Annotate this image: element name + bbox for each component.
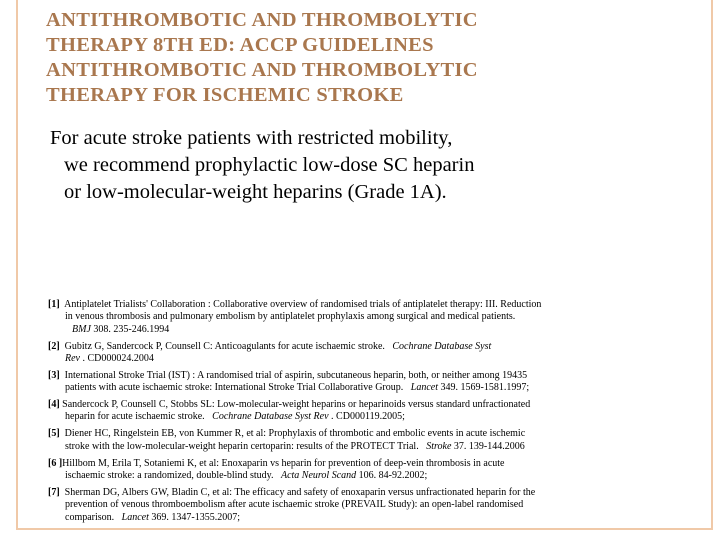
reference-text: ischaemic stroke: a randomized, double-blind study. — [65, 470, 274, 481]
reference-text: stroke with the low-molecular-weight heparin certoparin: results of the PROTECT Trial. — [65, 440, 419, 452]
reference-text: 106. 84-92.2002; — [356, 470, 428, 481]
title-line: ANTITHROMBOTIC AND THROMBOLYTIC — [46, 59, 478, 81]
reference-number: [6 ] — [48, 457, 63, 469]
reference-number: [2] — [48, 340, 60, 352]
reference-text: 349. 1569-1581.1997; — [437, 382, 530, 394]
reference-text: 37. 139-144.2006 — [451, 440, 525, 452]
reference-number: [1] — [48, 299, 60, 310]
reference-journal: Acta Neurol Scand — [280, 470, 357, 481]
reference-journal: Lancet — [121, 511, 149, 523]
reference-text: prevention of venous thromboembolism after acute ischaemic stroke (PREVAIL Study): an open-label randomised — [65, 499, 524, 511]
reference-item — [48, 458, 688, 483]
body-line: we recommend prophylactic low-dose SC heparin — [64, 154, 475, 176]
reference-text: 369. 1347-1355.2007; — [148, 511, 240, 523]
reference-text: patients with acute ischaemic stroke: International Stroke Trial Collaborative Group. — [65, 382, 404, 394]
reference-journal: Cochrane Database Syst — [392, 340, 492, 352]
reference-text: Gubitz G, Sandercock P, Counsell C: Anticoagulants for acute ischaemic stroke. — [64, 340, 385, 352]
reference-list — [48, 299, 688, 529]
recommendation-text — [50, 125, 690, 206]
reference-text: heparin for acute ischaemic stroke. — [65, 411, 205, 423]
reference-item — [48, 370, 688, 395]
body-line: For acute stroke patients with restricted mobility, — [50, 127, 453, 149]
reference-text: 308. 235-246.1994 — [90, 323, 170, 335]
reference-text: . CD000024.2004 — [80, 352, 154, 364]
reference-journal: BMJ — [72, 323, 91, 335]
title-line: THERAPY 8TH ED: ACCP GUIDELINES — [46, 34, 434, 56]
reference-text: International Stroke Trial (IST) : A randomised trial of aspirin, subcutaneous heparin, both, or neither among 19435 — [64, 369, 528, 381]
reference-text: Antiplatelet Trialists' Collaboration : Collaborative overview of randomised trials of antiplatelet therapy: III. Reduction — [64, 299, 542, 310]
reference-text: comparison. — [65, 511, 115, 523]
reference-item — [48, 341, 688, 366]
reference-text: Sherman DG, Albers GW, Bladin C, et al: The efficacy and safety of enoxaparin versus unfractionated heparin for the — [64, 486, 536, 498]
reference-item — [48, 299, 688, 336]
reference-number: [4] — [48, 399, 60, 411]
reference-item — [48, 399, 688, 424]
reference-journal: Lancet — [410, 382, 438, 394]
reference-number: [3] — [48, 369, 60, 381]
reference-journal: Rev — [65, 352, 80, 364]
reference-text: Sandercock P, Counsell C, Stobbs SL: Low-molecular-weight heparins or heparinoids versus standard unfractionated — [62, 399, 531, 411]
body-line: or low-molecular-weight heparins (Grade 1A). — [64, 181, 447, 203]
reference-text: Hillbom M, Erila T, Sotaniemi K, et al: Enoxaparin vs heparin for prevention of deep-vein thrombosis in acute — [62, 457, 505, 469]
slide-title — [46, 8, 686, 108]
title-line: ANTITHROMBOTIC AND THROMBOLYTIC — [46, 9, 478, 31]
reference-journal: Stroke — [426, 440, 452, 452]
reference-number: [5] — [48, 428, 60, 440]
reference-text: Diener HC, Ringelstein EB, von Kummer R, et al: Prophylaxis of thrombotic and embolic events in acute ischemic — [64, 428, 526, 440]
title-line: THERAPY FOR ISCHEMIC STROKE — [46, 84, 404, 106]
reference-number: [7] — [48, 486, 60, 498]
reference-journal: Cochrane Database Syst Rev — [212, 411, 329, 423]
reference-text: in venous thrombosis and pulmonary embolism by antiplatelet prophylaxis among surgical and medical patients. — [65, 311, 516, 323]
reference-item — [48, 487, 688, 524]
reference-text: . CD000119.2005; — [328, 411, 405, 423]
reference-item — [48, 428, 688, 453]
